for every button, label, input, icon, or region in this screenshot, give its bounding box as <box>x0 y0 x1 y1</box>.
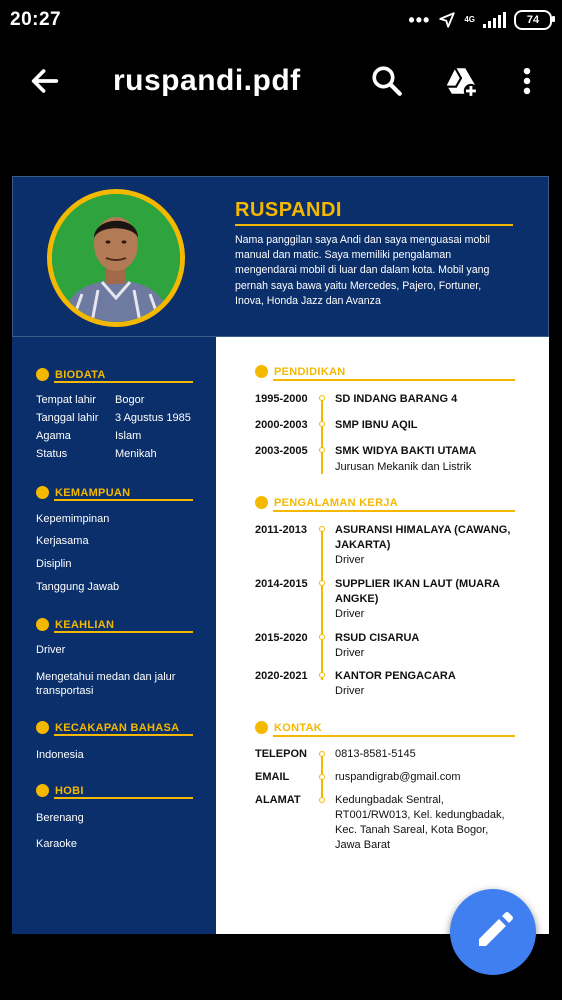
status-icons <box>408 8 552 32</box>
timeline-dot <box>319 580 325 586</box>
profile-photo-ring <box>47 189 185 327</box>
edu-year: 2000-2003 <box>255 419 308 431</box>
pdf-page[interactable] <box>12 176 549 934</box>
biodata-value: Islam <box>115 430 142 442</box>
contact-label: ALAMAT <box>255 794 301 806</box>
education-icon <box>255 365 268 378</box>
status-time: 20:27 <box>10 9 62 30</box>
job-company: SUPPLIER IKAN LAUT (MUARA <box>335 578 500 590</box>
person-photo-icon <box>52 194 180 322</box>
job-year: 2020-2021 <box>255 670 308 682</box>
section-underline <box>54 631 193 633</box>
hobby-icon <box>36 784 49 797</box>
language-icon <box>36 721 49 734</box>
list-item: Karaoke <box>36 838 77 850</box>
bio-line: mengendarai mobil di luar dan dalam kota. Mobil yang <box>235 264 490 277</box>
section-kontak: KONTAK <box>255 721 322 734</box>
list-item: Driver <box>36 644 66 656</box>
section-underline <box>54 797 193 799</box>
biodata-value: 3 Agustus 1985 <box>115 412 191 424</box>
job-company: JAKARTA) <box>335 539 391 551</box>
experience-icon <box>255 496 268 509</box>
job-company: ASURANSI HIMALAYA (CAWANG, <box>335 524 511 536</box>
timeline-dot <box>319 774 325 780</box>
list-item: Mengetahui medan dan jalur <box>36 671 176 683</box>
cv-name: RUSPANDI <box>235 199 342 221</box>
drive-add-icon[interactable] <box>444 64 478 98</box>
edu-year: 1995-2000 <box>255 393 308 405</box>
list-item: Kerjasama <box>36 535 89 547</box>
section-pengalaman: PENGALAMAN KERJA <box>255 496 398 509</box>
timeline-line <box>321 398 323 474</box>
timeline-dot <box>319 526 325 532</box>
job-year: 2014-2015 <box>255 578 308 590</box>
biodata-label: Agama <box>36 430 71 442</box>
notification-dots-icon: ••• <box>408 9 431 30</box>
biodata-label: Tanggal lahir <box>36 412 99 424</box>
bio-line: pernah saya bawa yaitu Mercedes, Pajero, Fortuner, <box>235 279 482 292</box>
section-underline <box>273 735 515 737</box>
more-vertical-icon[interactable] <box>510 64 544 98</box>
contact-address: Kec. Tanah Sareal, Kota Bogor, <box>335 824 489 836</box>
contact-phone: 0813-8581-5145 <box>335 748 416 760</box>
back-arrow-icon[interactable] <box>28 64 62 98</box>
timeline-dot <box>319 797 325 803</box>
list-item: Tanggung Jawab <box>36 581 120 593</box>
job-role: Driver <box>335 608 365 620</box>
list-item: Berenang <box>36 812 84 824</box>
network-type: 4G <box>464 15 475 24</box>
timeline-dot <box>319 751 325 757</box>
cv-sidebar <box>12 337 216 934</box>
biodata-label: Tempat lahir <box>36 394 96 406</box>
edit-fab-button[interactable] <box>450 889 536 975</box>
contact-label: EMAIL <box>255 771 290 783</box>
contact-label: TELEPON <box>255 748 307 760</box>
timeline-dot <box>319 672 325 678</box>
job-role: Driver <box>335 685 365 697</box>
skills-icon <box>36 486 49 499</box>
contact-email: ruspandigrab@gmail.com <box>335 771 461 783</box>
edu-year: 2003-2005 <box>255 445 308 457</box>
job-role: Driver <box>335 647 365 659</box>
contact-address: RT001/RW013, Kel. kedungbadak, <box>335 809 505 821</box>
search-icon[interactable] <box>370 64 404 98</box>
edu-school: SMP IBNU AQIL <box>335 419 418 431</box>
bio-line: manual dan matic. Saya memiliki pengalaman <box>235 249 452 262</box>
section-pendidikan: PENDIDIKAN <box>255 365 345 378</box>
section-underline <box>273 379 515 381</box>
job-company: ANGKE) <box>335 593 379 605</box>
list-item: transportasi <box>36 685 94 697</box>
section-biodata: BIODATA <box>36 368 106 381</box>
section-hobi: HOBI <box>36 784 84 797</box>
biodata-value: Bogor <box>115 394 145 406</box>
job-year: 2011-2013 <box>255 524 307 536</box>
section-underline <box>54 499 193 501</box>
biodata-icon <box>36 368 49 381</box>
status-bar <box>0 0 562 40</box>
app-bar <box>0 40 562 126</box>
edu-school: SD INDANG BARANG 4 <box>335 393 458 405</box>
timeline-dot <box>319 447 325 453</box>
edit-pencil-icon <box>450 889 536 975</box>
list-item: Kepemimpinan <box>36 513 110 525</box>
job-year: 2015-2020 <box>255 632 308 644</box>
edu-school: SMK WIDYA BAKTI UTAMA <box>335 445 477 457</box>
timeline-dot <box>319 634 325 640</box>
cv-header <box>12 176 549 337</box>
battery-icon: 74 <box>514 10 552 30</box>
section-kemampuan: KEMAMPUAN <box>36 486 130 499</box>
location-icon <box>438 11 456 29</box>
contact-address: Kedungbadak Sentral, <box>335 794 444 806</box>
contact-address: Jawa Barat <box>335 839 391 851</box>
section-underline <box>273 510 515 512</box>
contact-icon <box>255 721 268 734</box>
document-title: ruspandi.pdf <box>113 64 301 97</box>
job-company: RSUD CISARUA <box>335 632 420 644</box>
list-item: Indonesia <box>36 749 84 761</box>
timeline-line <box>321 530 323 680</box>
cv-bio <box>235 233 513 309</box>
bio-line: Nama panggilan saya Andi dan saya menguasai mobil <box>235 234 490 246</box>
signal-icon <box>483 12 506 28</box>
timeline-dot <box>319 421 325 427</box>
biodata-label: Status <box>36 448 68 460</box>
expertise-icon <box>36 618 49 631</box>
biodata-value: Menikah <box>115 448 157 460</box>
job-role: Driver <box>335 554 365 566</box>
section-underline <box>54 381 193 383</box>
job-company: KANTOR PENGACARA <box>335 670 456 682</box>
bio-line: Inova, Honda Jazz dan Avanza <box>235 294 381 307</box>
section-keahlian: KEAHLIAN <box>36 618 114 631</box>
edu-note: Jurusan Mekanik dan Listrik <box>335 461 472 473</box>
section-bahasa: KECAKAPAN BAHASA <box>36 721 179 734</box>
profile-photo <box>52 194 180 322</box>
name-underline <box>235 224 513 226</box>
timeline-dot <box>319 395 325 401</box>
section-underline <box>54 734 193 736</box>
list-item: Disiplin <box>36 558 72 570</box>
